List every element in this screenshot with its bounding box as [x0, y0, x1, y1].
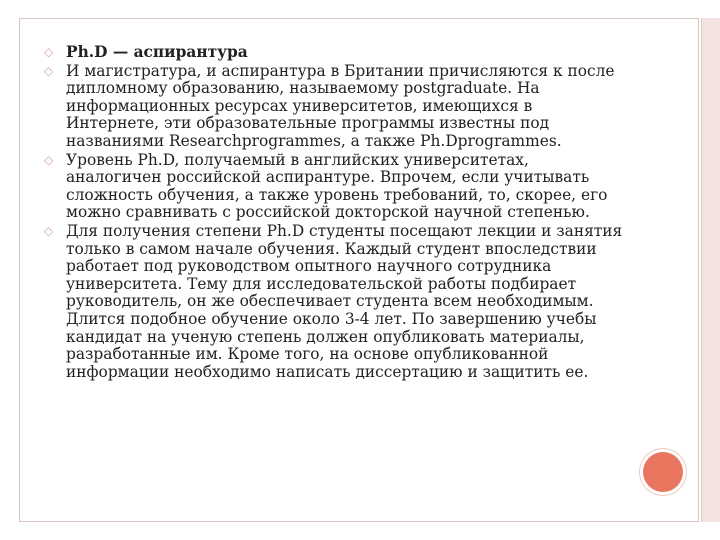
slide-right-band	[701, 18, 720, 522]
decorative-circle	[643, 452, 683, 492]
bullet-item-title	[44, 44, 624, 62]
bullet-diamond-icon: ◇	[44, 223, 54, 238]
bullet-diamond-icon: ◇	[44, 45, 54, 59]
bullet-diamond-icon: ◇	[44, 152, 54, 167]
bullet-item-postgraduate	[44, 63, 624, 151]
bullet-diamond-icon: ◇	[44, 63, 54, 78]
bullet-item-study	[44, 223, 624, 381]
bullet-text: И магистратура, и аспирантура в Британии причисляются к после дипломному образованию, называемому postgraduate. На информационных ресурсах университетов, имеющихся в Интернете, эти образовательные программы известны под названиями Researchprogrammes, а также Ph.Dprogrammes.	[66, 61, 615, 150]
bullet-text: Уровень Ph.D, получаемый в английских университетах, аналогичен российской аспирантуре. Впрочем, если учитывать сложность обучения, а также уровень требований, то, скорее, его можно сравнивать с российской докторской научной степенью.	[66, 150, 608, 222]
bullet-text: Ph.D — аспирантура	[66, 43, 248, 61]
bullet-text: Для получения степени Ph.D студенты посещают лекции и занятия только в самом начале обучения. Каждый студент впоследствии работает под руководством опытного научного сотрудника университета. Тему для исследовательской работы подбирает руководитель, он же обеспечивает студента всем необходимым. Длится подобное обучение около 3-4 лет. По завершению учебы кандидат на ученую степень должен опубликовать материалы, разработанные им. Кроме того, на основе опубликованной информации необходимо написать диссертацию и защитить ее.	[66, 221, 623, 381]
slide-content	[44, 44, 624, 382]
bullet-item-level	[44, 152, 624, 222]
slide-left-margin	[0, 18, 19, 522]
